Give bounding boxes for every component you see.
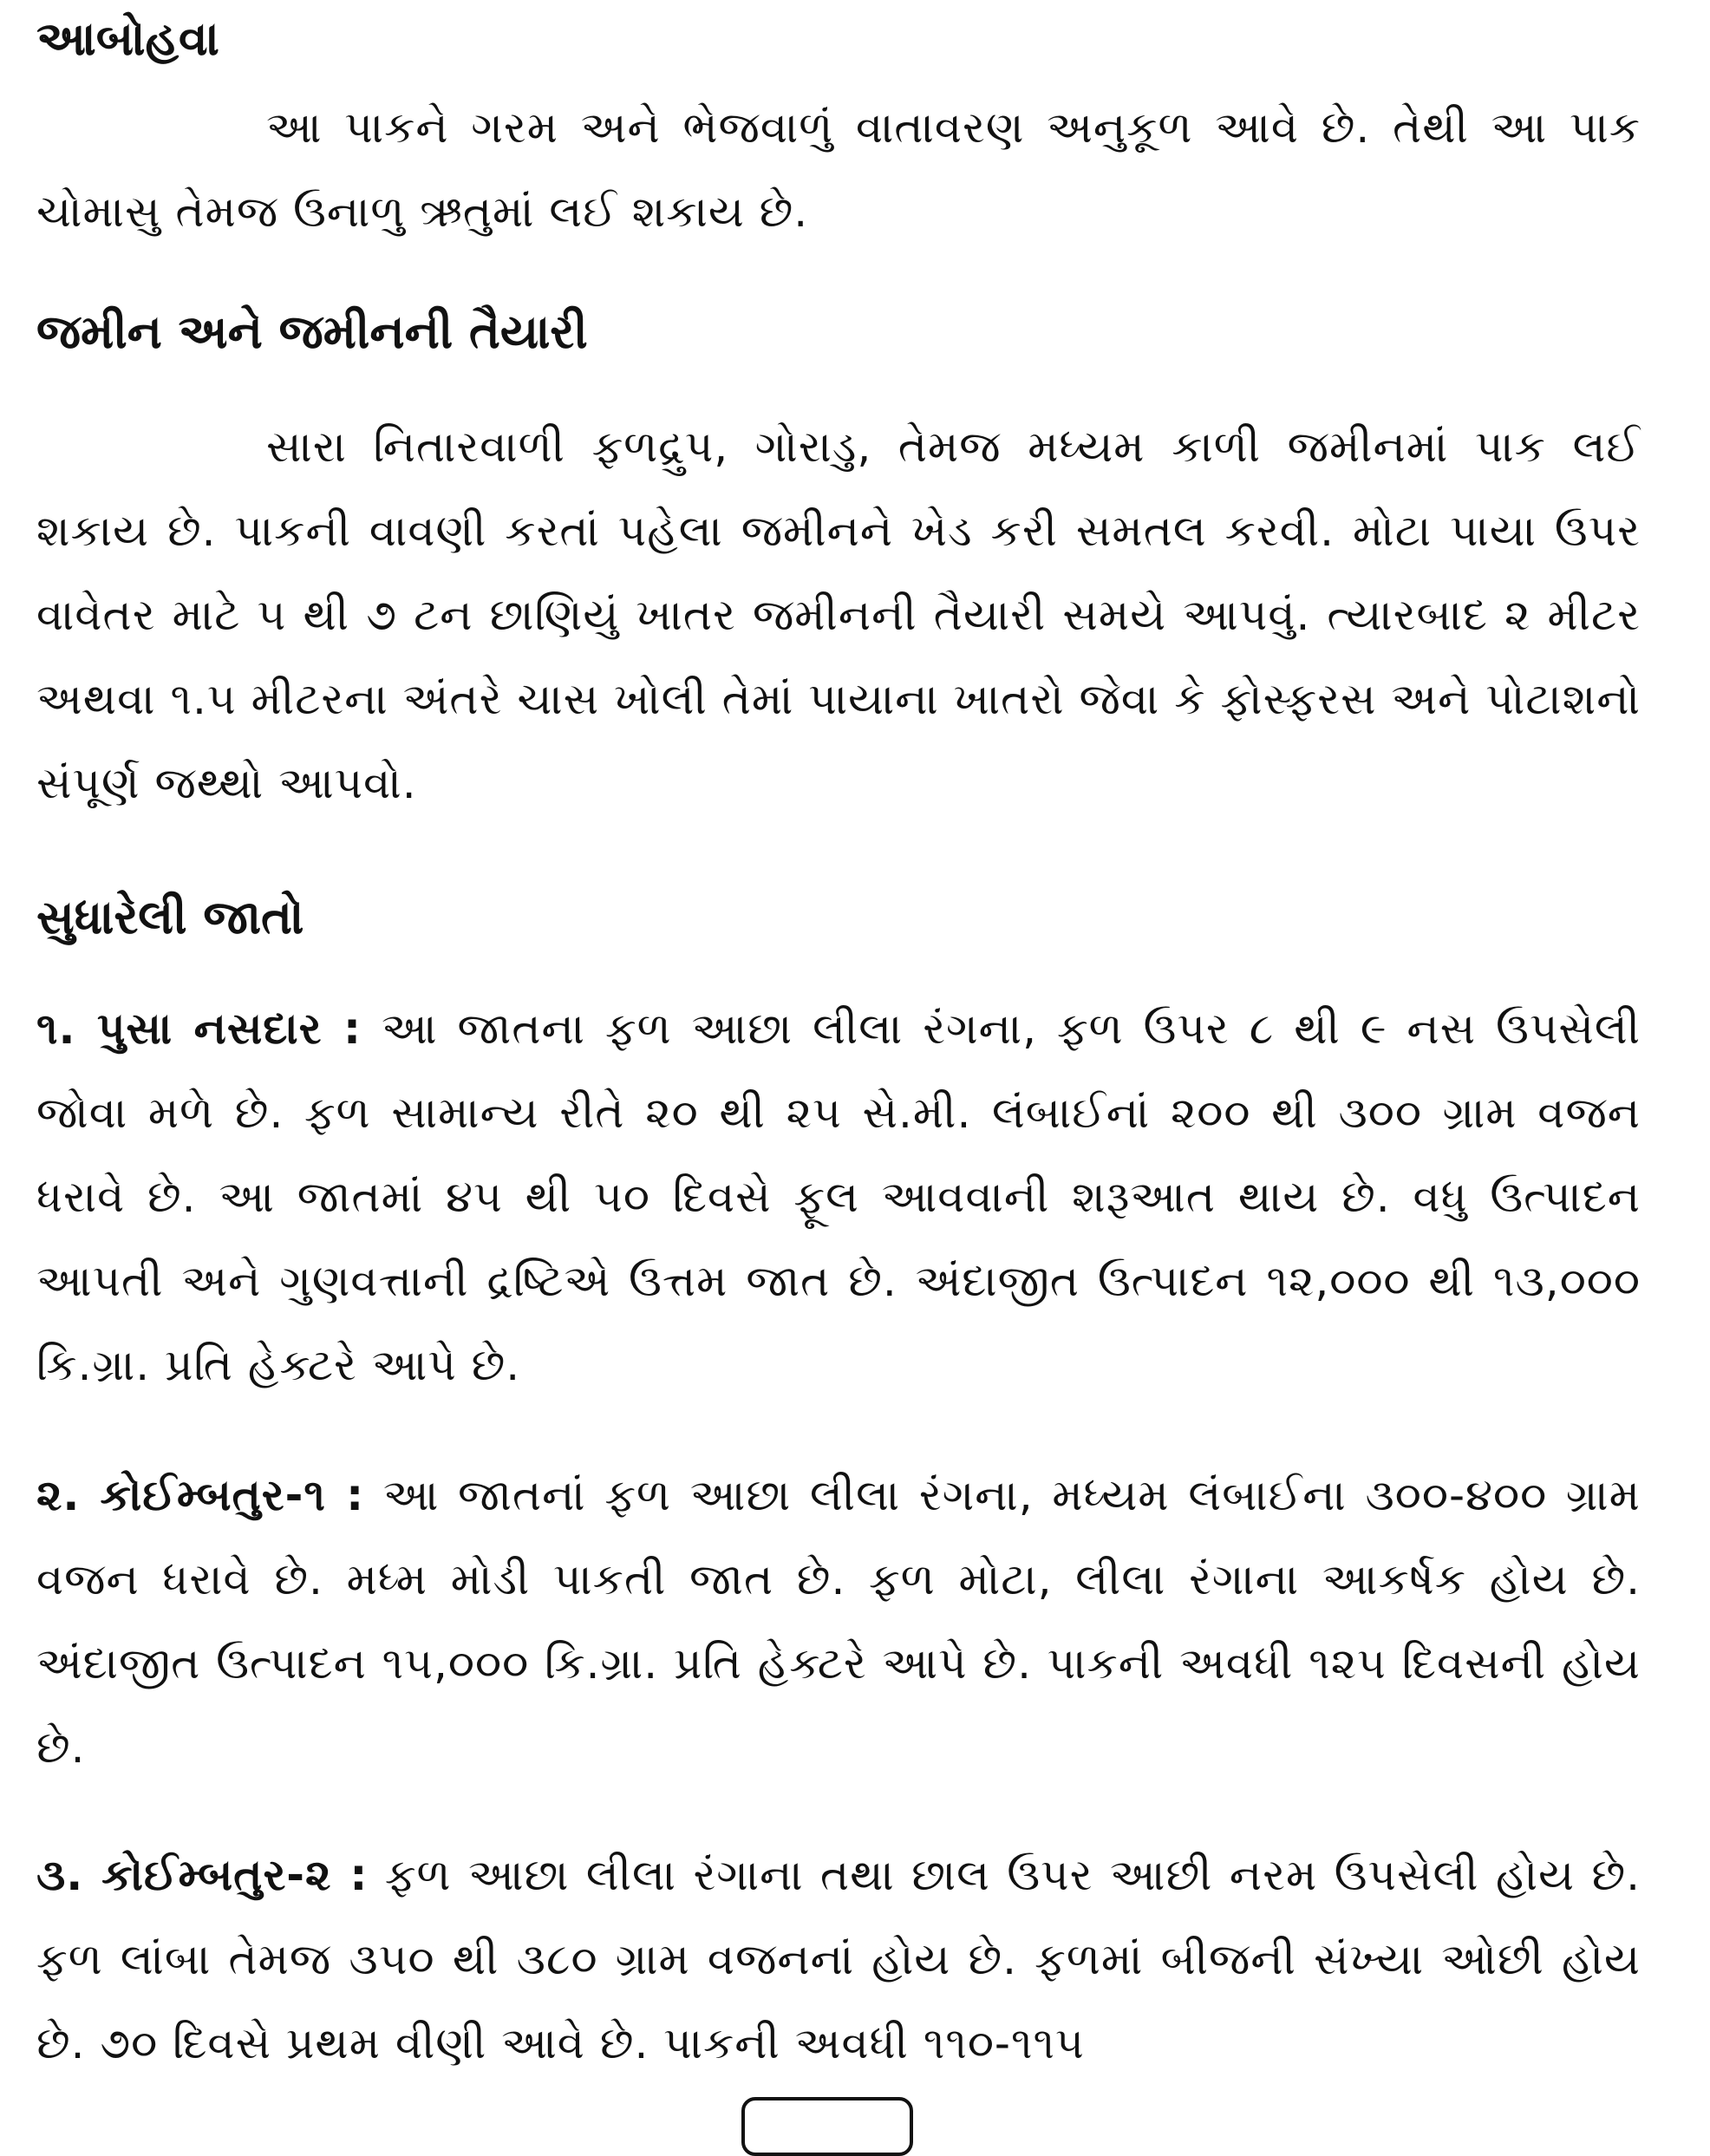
- soil-paragraph: સારા નિતારવાળી ફળદ્રુપ, ગોરાડુ, તેમજ મધ્યમ કાળી જમીનમાં પાક લઈ શકાય છે. પાકની વાવણી કરતાં પહેલા જમીનને ખેડ કરી સમતલ કરવી. મોટા પાયા ઉપર વાવેતર માટે ૫ થી ૭ ટન છાણિયું ખાતર જમીનની તૈયારી સમયે આપવું. ત્યારબાદ ૨ મીટર અથવા ૧.૫ મીટરના અંતરે ચાસ ખોલી તેમાં પાયાના ખાતરો જેવા કે ફોસ્ફરસ અને પોટાશનો સંપૂર્ણ જથ્થો આપવો.: [36, 421, 1641, 808]
- climate-heading: આબોહવા: [36, 11, 219, 66]
- variety-item-coimbatore-2: [36, 1833, 1641, 2086]
- varieties-heading: સુધારેલી જાતો: [36, 890, 304, 944]
- variety-description: આ જાતના ફળ આછા લીલા રંગના, ફળ ઉપર ૮ થી ૯ નસ ઉપસેલી જોવા મળે છે. ફળ સામાન્ય રીતે ૨૦ થી ૨૫ સે.મી. લંબાઈનાં ૨૦૦ થી ૩૦૦ ગ્રામ વજન ધરાવે છે. આ જાતમાં ૪૫ થી ૫૦ દિવસે ફૂલ આવવાની શરૂઆત થાય છે. વધુ ઉત્પાદન આપતી અને ગુણવત્તાની દ્રષ્ટિએ ઉત્તમ જાત છે. અંદાજીત ઉત્પાદન ૧૨,૦૦૦ થી ૧૩,૦૦૦ કિ.ગ્રા. પ્રતિ હેક્ટરે આપે છે.: [36, 1003, 1641, 1390]
- variety-item-coimbatore-1: [36, 1454, 1641, 1790]
- variety-item-pusa-nasdar: [36, 987, 1641, 1408]
- page-number-box: [741, 2097, 913, 2156]
- variety-label: ૧. પુસા નસદાર :: [36, 1003, 362, 1054]
- variety-description: આ જાતનાં ફળ આછા લીલા રંગના, મધ્યમ લંબાઈના ૩૦૦-૪૦૦ ગ્રામ વજન ધરાવે છે. મધ્મ મોડી પાકતી જાત છે. ફળ મોટા, લીલા રંગાના આકર્ષક હોય છે. અંદાજીત ઉત્પાદન ૧૫,૦૦૦ કિ.ગ્રા. પ્રતિ હેક્ટરે આપે છે. પાકની અવધી ૧૨૫ દિવસની હોય છે.: [36, 1470, 1641, 1773]
- soil-heading: જમીન અને જમીનની તૈયારી: [36, 304, 588, 359]
- climate-paragraph: આ પાકને ગરમ અને ભેજવાળું વાતાવરણ અનુકૂળ આવે છે. તેથી આ પાક ચોમાસુ તેમજ ઉનાળુ ઋતુમાં લઈ શકાય છે.: [36, 102, 1641, 237]
- variety-label: ૩. કોઈમ્બતુર-૨ :: [36, 1850, 369, 1900]
- variety-description: ફળ આછા લીલા રંગાના તથા છાલ ઉપર આછી નરમ ઉપસેલી હોય છે. ફળ લાંબા તેમજ ૩૫૦ થી ૩૮૦ ગ્રામ વજનનાં હોય છે. ફળમાં બીજની સંખ્યા ઓછી હોય છે. ૭૦ દિવસે પ્રથમ વીણી આવે છે. પાકની અવધી ૧૧૦-૧૧૫: [36, 1850, 1641, 2068]
- variety-label: ૨. કોઈમ્બતુર-૧ :: [36, 1470, 365, 1520]
